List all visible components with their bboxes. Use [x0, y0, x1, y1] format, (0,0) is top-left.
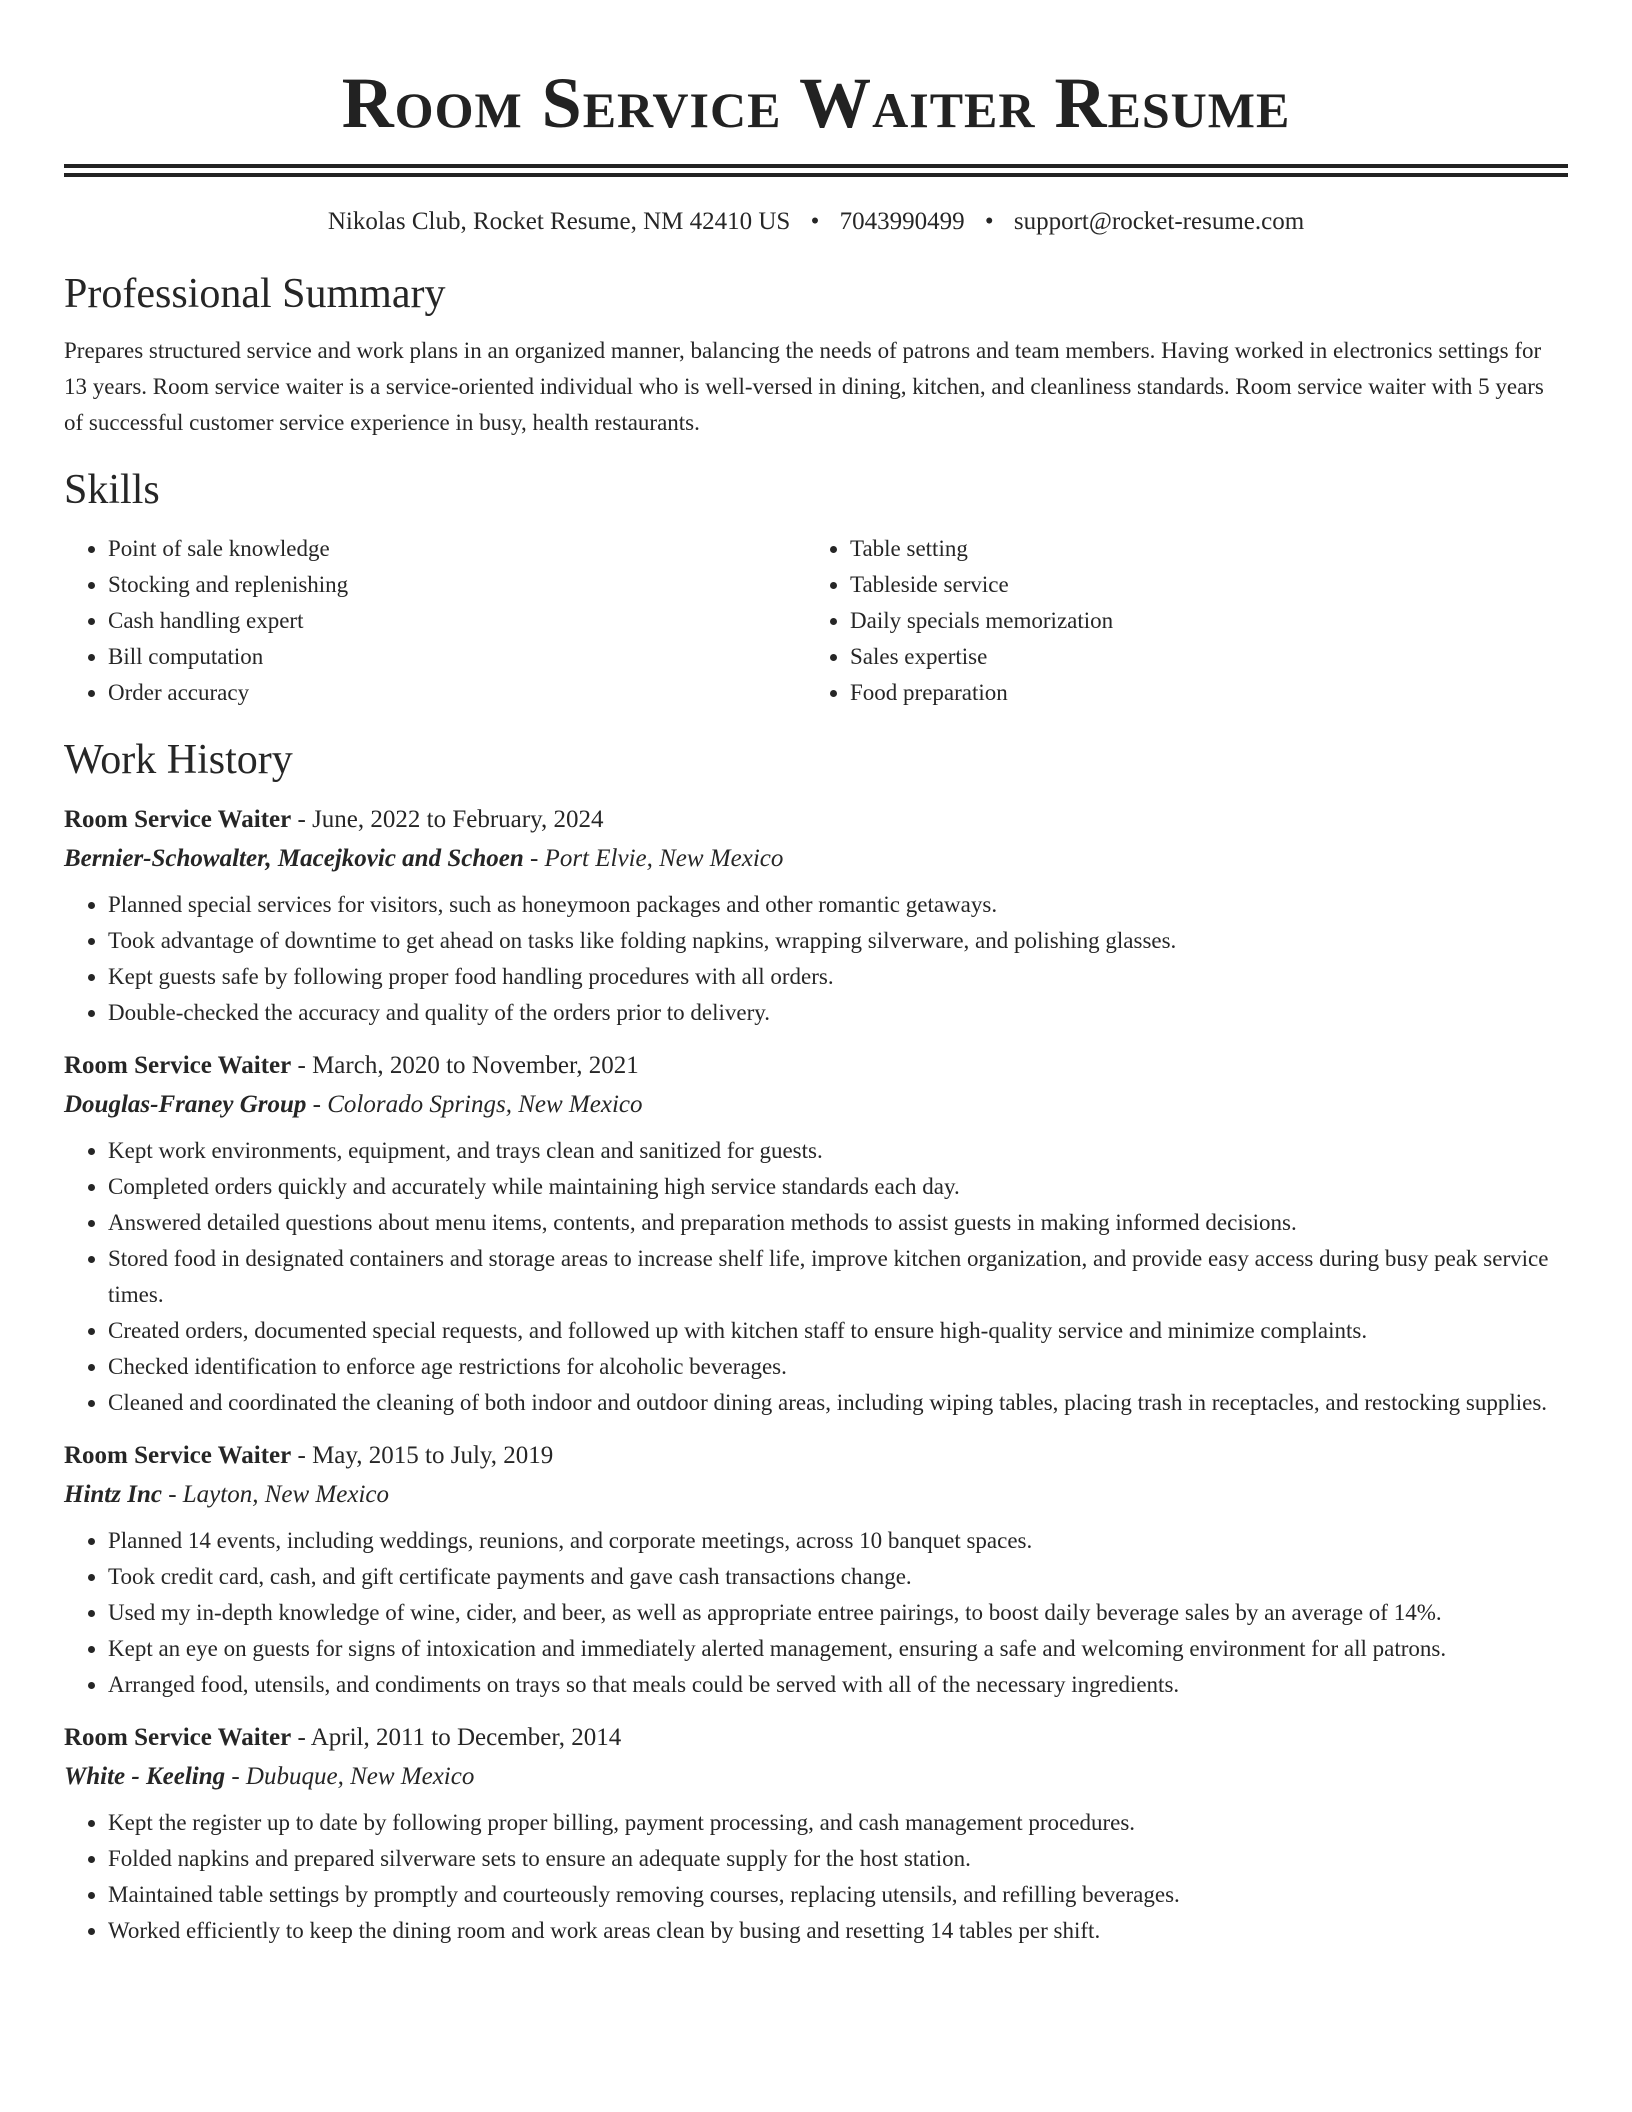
company-name: Douglas-Franey Group: [64, 1091, 307, 1118]
job-dates: - March, 2020 to November, 2021: [291, 1052, 639, 1079]
job-dates: - June, 2022 to February, 2024: [291, 806, 604, 833]
contact-address: Nikolas Club, Rocket Resume, NM 42410 US: [327, 208, 791, 235]
contact-email: support@rocket-resume.com: [1013, 208, 1305, 235]
skill-item: • Tableside service: [850, 567, 1548, 603]
skills-column-right: [806, 531, 1548, 711]
company-line: [64, 1757, 1568, 1797]
duty-item: • Double-checked the accuracy and quality of the orders prior to delivery.: [108, 995, 1568, 1031]
summary-heading: Professional Summary: [64, 271, 446, 317]
resume-title: Room Service Waiter Resume: [341, 63, 1291, 143]
duty-list: [64, 887, 1568, 1031]
title-rule-top: [64, 164, 1568, 168]
company-location: - Colorado Springs, New Mexico: [306, 1091, 643, 1118]
duty-item: • Maintained table settings by promptly and courteously removing courses, replacing utensils, and refilling beverages.: [108, 1877, 1568, 1913]
company-line: [64, 839, 1568, 879]
duty-item: • Planned 14 events, including weddings, reunions, and corporate meetings, across 10 banquet spaces.: [108, 1523, 1568, 1559]
company-location: - Port Elvie, New Mexico: [523, 845, 784, 872]
summary-text: Prepares structured service and work plans in an organized manner, balancing the needs of patrons and team members. Having worked in electronics settings for 13 years. Room service waiter is a service-oriented individual who is well-versed in dining, kitchen, and cleanliness standards. Room service waiter with 5 years of successful customer service experience in busy, health restaurants.: [64, 338, 1544, 435]
job-entry: [64, 1719, 1568, 1949]
duty-item: • Answered detailed questions about menu items, contents, and preparation methods to assist guests in making informed decisions.: [108, 1205, 1568, 1241]
duty-item: • Took credit card, cash, and gift certificate payments and gave cash transactions change.: [108, 1559, 1568, 1595]
contact-separator: •: [984, 208, 994, 235]
job-title: Room Service Waiter: [64, 1052, 292, 1079]
job-entry: [64, 1047, 1568, 1421]
job-title-line: [64, 1047, 1568, 1085]
job-title: Room Service Waiter: [64, 1724, 292, 1751]
duty-list: [64, 1523, 1568, 1703]
skills-heading: Skills: [64, 467, 160, 513]
skill-item: • Daily specials memorization: [850, 603, 1548, 639]
company-line: [64, 1085, 1568, 1125]
duty-item: • Checked identification to enforce age restrictions for alcoholic beverages.: [108, 1349, 1568, 1385]
skill-item: • Stocking and replenishing: [108, 567, 806, 603]
job-dates: - April, 2011 to December, 2014: [291, 1724, 622, 1751]
job-title: Room Service Waiter: [64, 806, 292, 833]
duty-item: • Cleaned and coordinated the cleaning of both indoor and outdoor dining areas, including wiping tables, placing trash in receptacles, and restocking supplies.: [108, 1385, 1568, 1421]
duty-item: • Folded napkins and prepared silverware sets to ensure an adequate supply for the host station.: [108, 1841, 1568, 1877]
job-title-line: [64, 1437, 1568, 1475]
duty-item: • Planned special services for visitors, such as honeymoon packages and other romantic getaways.: [108, 887, 1568, 923]
duty-item: • Kept guests safe by following proper food handling procedures with all orders.: [108, 959, 1568, 995]
duty-item: • Used my in-depth knowledge of wine, cider, and beer, as well as appropriate entree pairings, to boost daily beverage sales by an average of 14%.: [108, 1595, 1568, 1631]
skill-item: • Table setting: [850, 531, 1548, 567]
company-name: Hintz Inc: [64, 1481, 162, 1508]
company-name: Bernier-Schowalter, Macejkovic and Schoen: [64, 845, 524, 872]
job-entry: [64, 1437, 1568, 1703]
job-dates: - May, 2015 to July, 2019: [291, 1442, 554, 1469]
skill-item: • Food preparation: [850, 675, 1548, 711]
company-location: - Dubuque, New Mexico: [225, 1763, 475, 1790]
skill-item: • Order accuracy: [108, 675, 806, 711]
skills-list: [64, 531, 1568, 711]
company-location: - Layton, New Mexico: [161, 1481, 389, 1508]
company-line: [64, 1475, 1568, 1515]
resume-page: [64, 0, 1568, 1949]
skills-column-left: [64, 531, 806, 711]
duty-item: • Stored food in designated containers and storage areas to increase shelf life, improve kitchen organization, and provide easy access during busy peak service times.: [108, 1241, 1568, 1313]
contact-phone: 7043990499: [839, 208, 965, 235]
company-name: White - Keeling: [64, 1763, 226, 1790]
duty-item: • Kept an eye on guests for signs of intoxication and immediately alerted management, ensuring a safe and welcoming environment for all patrons.: [108, 1631, 1568, 1667]
duty-item: • Kept work environments, equipment, and trays clean and sanitized for guests.: [108, 1133, 1568, 1169]
contact-line: [64, 205, 1568, 239]
duty-item: • Kept the register up to date by following proper billing, payment processing, and cash management procedures.: [108, 1805, 1568, 1841]
contact-separator: •: [810, 208, 820, 235]
duty-list: [64, 1133, 1568, 1421]
title-rule-bottom: [64, 173, 1568, 177]
duty-item: • Created orders, documented special requests, and followed up with kitchen staff to ensure high-quality service and minimize complaints.: [108, 1313, 1568, 1349]
skill-item: • Sales expertise: [850, 639, 1548, 675]
skill-item: • Cash handling expert: [108, 603, 806, 639]
job-title-line: [64, 801, 1568, 839]
duty-item: • Arranged food, utensils, and condiments on trays so that meals could be served with all of the necessary ingredients.: [108, 1667, 1568, 1703]
skill-item: • Point of sale knowledge: [108, 531, 806, 567]
job-entry: [64, 801, 1568, 1031]
job-title-line: [64, 1719, 1568, 1757]
work-history-heading: Work History: [64, 737, 293, 783]
job-title: Room Service Waiter: [64, 1442, 292, 1469]
duty-list: [64, 1805, 1568, 1949]
duty-item: • Completed orders quickly and accurately while maintaining high service standards each day.: [108, 1169, 1568, 1205]
duty-item: • Worked efficiently to keep the dining room and work areas clean by busing and resetting 14 tables per shift.: [108, 1913, 1568, 1949]
skill-item: • Bill computation: [108, 639, 806, 675]
duty-item: • Took advantage of downtime to get ahead on tasks like folding napkins, wrapping silverware, and polishing glasses.: [108, 923, 1568, 959]
